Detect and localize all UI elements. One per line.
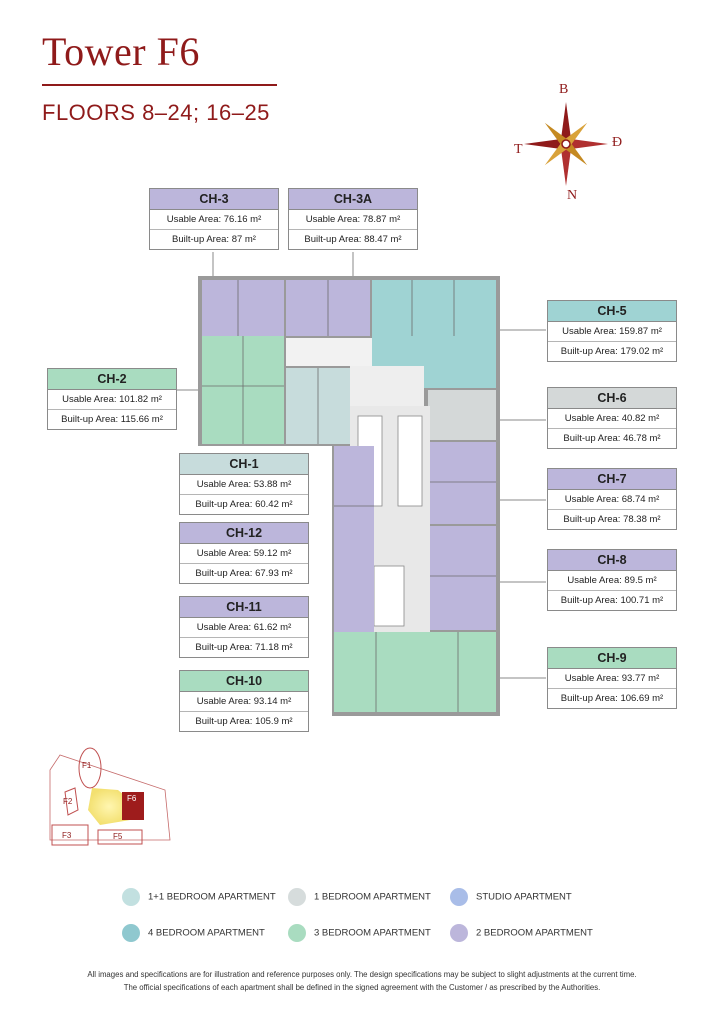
unit-card-ch1[interactable] [179, 453, 309, 515]
unit-ch7-area [430, 442, 496, 524]
legend-item-3-bedroom [288, 924, 431, 942]
built-up-area: Built-up Area: 88.47 m² [304, 234, 402, 245]
built-up-area: Built-up Area: 115.66 m² [61, 414, 163, 425]
unit-card-ch12[interactable] [179, 522, 309, 584]
unit-name: CH-1 [180, 454, 308, 475]
site-key-map [40, 730, 190, 860]
usable-area: Usable Area: 76.16 m² [150, 210, 278, 230]
site-label-f5: F5 [113, 832, 123, 841]
disclaimer-line-1: All images and specifications are for illustration and reference purposes only. The design specifications may be subject to slight adjustments at the current time. [87, 970, 637, 979]
built-up-area: Built-up Area: 100.71 m² [560, 595, 664, 606]
compass-star-icon [510, 80, 623, 205]
compass-rose [510, 80, 623, 205]
unit-card-ch6[interactable] [547, 387, 677, 449]
usable-area: Usable Area: 53.88 m² [180, 475, 308, 495]
site-label-f2: F2 [63, 797, 73, 806]
unit-card-ch9[interactable] [547, 647, 677, 709]
unit-name: CH-8 [548, 550, 676, 571]
built-up-area: Built-up Area: 78.38 m² [563, 514, 661, 525]
unit-name: CH-12 [180, 523, 308, 544]
usable-area: Usable Area: 101.82 m² [48, 390, 176, 410]
unit-ch9-area [418, 632, 496, 712]
usable-area: Usable Area: 93.14 m² [180, 692, 308, 712]
legend-label: 2 BEDROOM APARTMENT [476, 927, 593, 939]
compass-north-label: B [559, 82, 569, 97]
unit-name: CH-7 [548, 469, 676, 490]
usable-area: Usable Area: 61.62 m² [180, 618, 308, 638]
floors-subtitle: FLOORS 8–24; 16–25 [42, 100, 270, 125]
unit-ch3-area [202, 280, 284, 336]
unit-name: CH-9 [548, 648, 676, 669]
legend-label: 3 BEDROOM APARTMENT [314, 927, 431, 939]
usable-area: Usable Area: 40.82 m² [548, 409, 676, 429]
built-up-area: Built-up Area: 87 m² [172, 234, 256, 245]
built-up-area: Built-up Area: 179.02 m² [560, 346, 664, 357]
legend-label: 4 BEDROOM APARTMENT [148, 927, 265, 939]
usable-area: Usable Area: 93.77 m² [548, 669, 676, 689]
built-up-area: Built-up Area: 46.78 m² [563, 433, 661, 444]
unit-card-ch8[interactable] [547, 549, 677, 611]
unit-card-ch10[interactable] [179, 670, 309, 732]
built-up-area: Built-up Area: 60.42 m² [195, 499, 293, 510]
title-divider [42, 84, 277, 86]
unit-ch6-area [428, 390, 496, 440]
legend-item-4-bedroom [122, 924, 265, 942]
legend-item-2-bedroom [450, 924, 593, 942]
legend-label: 1+1 BEDROOM APARTMENT [148, 891, 276, 903]
unit-name: CH-2 [48, 369, 176, 390]
compass-east-label: Đ [612, 135, 623, 150]
usable-area: Usable Area: 159.87 m² [548, 322, 676, 342]
built-up-area: Built-up Area: 71.18 m² [195, 642, 293, 653]
unit-card-ch5[interactable] [547, 300, 677, 362]
unit-ch8-area [430, 526, 496, 630]
site-label-f1: F1 [82, 761, 92, 770]
compass-west-label: T [514, 142, 523, 157]
unit-card-ch3[interactable] [149, 188, 279, 250]
usable-area: Usable Area: 68.74 m² [548, 490, 676, 510]
legend-label: STUDIO APARTMENT [476, 891, 572, 903]
built-up-area: Built-up Area: 105.9 m² [195, 716, 293, 727]
unit-card-ch3a[interactable] [288, 188, 418, 250]
legend-item-1-bedroom [288, 888, 431, 906]
site-label-f6: F6 [127, 794, 137, 803]
unit-card-ch7[interactable] [547, 468, 677, 530]
legend-swatch [288, 888, 306, 906]
legend-label: 1 BEDROOM APARTMENT [314, 891, 431, 903]
unit-name: CH-3 [150, 189, 278, 210]
built-up-area: Built-up Area: 106.69 m² [560, 693, 664, 704]
unit-name: CH-5 [548, 301, 676, 322]
site-label-f3: F3 [62, 831, 72, 840]
unit-ch11-area [334, 566, 374, 632]
unit-name: CH-6 [548, 388, 676, 409]
legend-swatch [450, 888, 468, 906]
legend-swatch [288, 924, 306, 942]
usable-area: Usable Area: 89.5 m² [548, 571, 676, 591]
legend-swatch [450, 924, 468, 942]
page-title: Tower F6 [42, 29, 200, 74]
usable-area: Usable Area: 78.87 m² [289, 210, 417, 230]
unit-name: CH-11 [180, 597, 308, 618]
legend-item-studio [450, 888, 572, 906]
unit-name: CH-3A [289, 189, 417, 210]
legend-item-1plus1-bedroom [122, 888, 276, 906]
legend-swatch [122, 888, 140, 906]
built-up-area: Built-up Area: 67.93 m² [195, 568, 293, 579]
usable-area: Usable Area: 59.12 m² [180, 544, 308, 564]
compass-south-label: N [567, 188, 578, 203]
legend-swatch [122, 924, 140, 942]
unit-card-ch2[interactable] [47, 368, 177, 430]
unit-card-ch11[interactable] [179, 596, 309, 658]
unit-name: CH-10 [180, 671, 308, 692]
disclaimer-line-2: The official specifications of each apartment shall be defined in the signed agreement with the Customer / as prescribed by the Authorities. [123, 983, 601, 992]
